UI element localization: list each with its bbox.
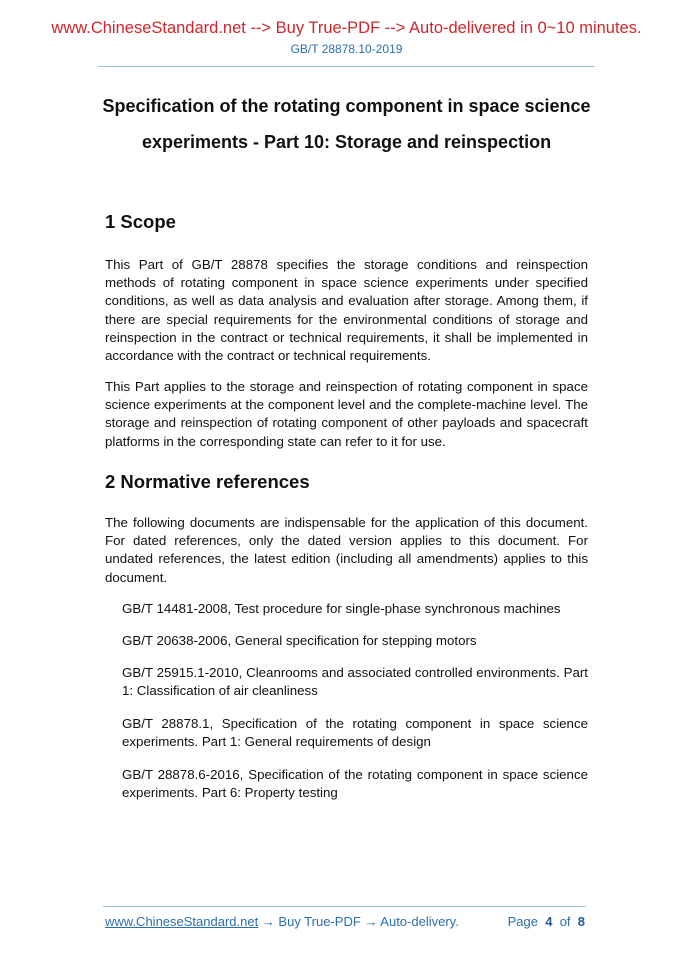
references-intro: The following documents are indispensable for the application of this document. For dated references, only the dated version applies to this document. For undated references, the latest edition (including all amendments) applies to this document. [105, 515, 588, 585]
reference-item: GB/T 20638-2006, General specification for stepping motors [122, 633, 477, 648]
page-label: Page [507, 914, 538, 929]
reference-item: GB/T 28878.1, Specification of the rotating component in space science experiments. Part 1: General requirements of design [122, 716, 588, 750]
section-heading-scope: 1 Scope [105, 211, 176, 232]
reference-item: GB/T 28878.6-2016, Specification of the rotating component in space science experiments. Part 6: Property testing [122, 767, 588, 801]
scope-paragraph-1: This Part of GB/T 28878 specifies the storage conditions and reinspection methods of rotating component in space science experiments under specified conditions, as well as data analysis and evaluation after storage. Among them, if there are special requirements for the environmental conditions of storage and reinspection in the contract or technical requirements, it shall be implemented in accordance with the contract or technical requirements. [105, 257, 588, 364]
footer-link[interactable]: www.ChineseStandard.net [105, 914, 259, 929]
page-indicator [508, 914, 585, 929]
footer [105, 914, 585, 929]
scope-paragraph-2: This Part applies to the storage and reinspection of rotating component in space science experiments at the component level and the complete-machine level. The storage and reinspection of rotating component of other payloads and spacecraft platforms in the corresponding state can refer to it for use. [105, 379, 588, 449]
document-title: Specification of the rotating component in space science experiments - Part 10: Storage and reinspection [102, 96, 591, 152]
reference-item: GB/T 25915.1-2010, Cleanrooms and associated controlled environments. Part 1: Classification of air cleanliness [122, 665, 588, 699]
page-number: 4 [545, 914, 553, 929]
footer-text: → Buy True-PDF → Auto-delivery. [258, 914, 459, 929]
page-total: 8 [577, 914, 585, 929]
reference-item: GB/T 14481-2008, Test procedure for single-phase synchronous machines [122, 601, 561, 616]
section-heading-normative-references: 2 Normative references [105, 471, 310, 492]
standard-number: GB/T 28878.10-2019 [290, 42, 403, 56]
header-divider [98, 66, 595, 67]
of-label: of [559, 914, 571, 929]
footer-divider [103, 906, 586, 907]
footer-promo [105, 914, 459, 929]
promo-banner: www.ChineseStandard.net --> Buy True-PDF --> Auto-delivered in 0~10 minutes. [51, 19, 642, 37]
